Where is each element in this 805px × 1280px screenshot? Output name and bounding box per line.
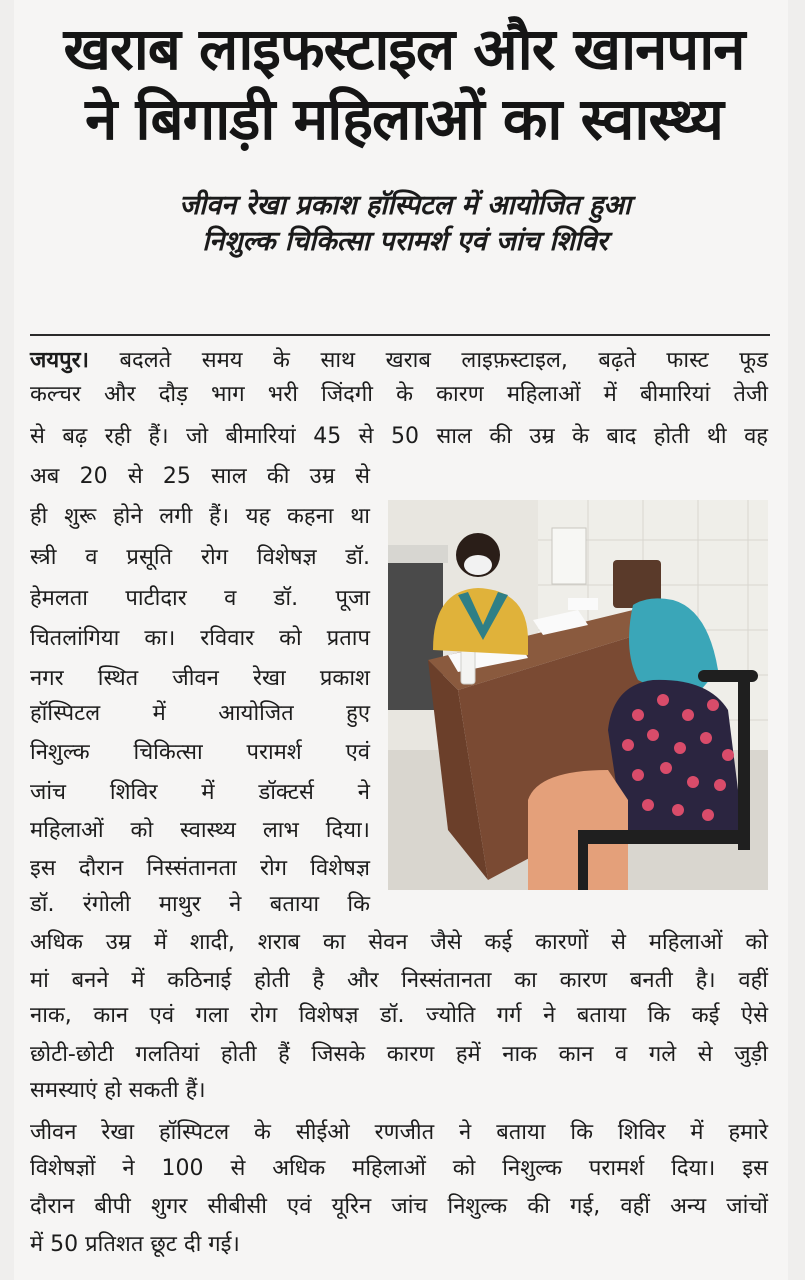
subheadline-line-1: जीवन रेखा प्रकाश हॉस्पिटल में आयोजित हुआ: [179, 190, 631, 221]
article-photo: [388, 500, 768, 890]
article-line: हॉस्पिटल में आयोजित हुए: [30, 701, 370, 726]
article-line: नगर स्थित जीवन रेखा प्रकाश: [30, 666, 370, 691]
article-line: विशेषज्ञों ने 100 से अधिक महिलाओं को निशुल्क परामर्श दिया। इस: [30, 1156, 768, 1181]
article-line: जीवन रेखा हॉस्पिटल के सीईओ रणजीत ने बताया कि शिविर में हमारे: [30, 1120, 768, 1145]
article-line: से बढ़ रही हैं। जो बीमारियां 45 से 50 साल की उम्र के बाद होती थी वह: [30, 424, 768, 449]
headline-line-2: ने बिगाड़ी महिलाओं का स्वास्थ्य: [85, 85, 723, 153]
article-line: मां बनने में कठिनाई होती है और निस्संतानता का कारण बनती है। वहीं: [30, 968, 768, 993]
article-line: नाक, कान एवं गला रोग विशेषज्ञ डॉ. ज्योति गर्ग ने बताया कि कई ऐसे: [30, 1003, 768, 1028]
article-line: हेमलता पाटीदार व डॉ. पूजा: [30, 586, 370, 611]
article-line: महिलाओं को स्वास्थ्य लाभ दिया।: [30, 818, 370, 843]
article-line: जांच शिविर में डॉक्टर्स ने: [30, 780, 370, 805]
article-line: ही शुरू होने लगी हैं। यह कहना था: [30, 504, 370, 529]
article-line: स्त्री व प्रसूति रोग विशेषज्ञ डॉ.: [30, 545, 370, 570]
article-line: जयपुर। बदलते समय के साथ खराब लाइफ़स्टाइल, बढ़ते फास्ट फूड: [30, 348, 768, 373]
headline: [24, 14, 784, 154]
subheadline: [20, 188, 790, 260]
divider-rule: [30, 334, 770, 336]
article-line: कल्चर और दौड़ भाग भरी जिंदगी के कारण महिलाओं में बीमारियां तेजी: [30, 382, 768, 407]
article-line: दौरान बीपी शुगर सीबीसी एवं यूरिन जांच निशुल्क की गई, वहीं अन्य जांचों: [30, 1194, 768, 1219]
article-line: डॉ. रंगोली माथुर ने बताया कि: [30, 892, 370, 917]
article-line: छोटी-छोटी गलतियां होती हैं जिसके कारण हमें नाक कान व गले से जुड़ी: [30, 1042, 768, 1067]
article-line: समस्याएं हो सकती हैं।: [30, 1078, 206, 1103]
article-line: इस दौरान निस्संतानता रोग विशेषज्ञ: [30, 856, 370, 881]
dateline: जयपुर।: [30, 348, 89, 373]
article-line: अधिक उम्र में शादी, शराब का सेवन जैसे कई कारणों से महिलाओं को: [30, 930, 768, 955]
clinic-scene-illustration: [388, 500, 768, 890]
article-line: में 50 प्रतिशत छूट दी गई।: [30, 1232, 240, 1257]
article-line: निशुल्क चिकित्सा परामर्श एवं: [30, 740, 370, 765]
headline-line-1: खराब लाइफस्टाइल और खानपान: [63, 15, 745, 83]
subheadline-line-2: निशुल्क चिकित्सा परामर्श एवं जांच शिविर: [202, 226, 608, 257]
article-line: अब 20 से 25 साल की उम्र से: [30, 464, 370, 489]
article-line: चितलांगिया का। रविवार को प्रताप: [30, 626, 370, 651]
